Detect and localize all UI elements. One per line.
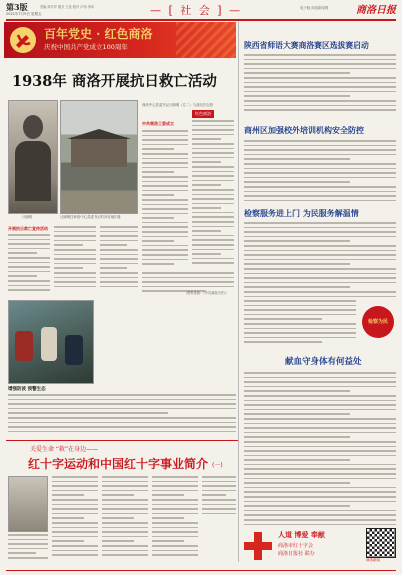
redcross-block: [244, 528, 362, 568]
main-body-col-d: [54, 226, 96, 292]
feature-kicker: 关爱生命 “救”在身边——: [30, 446, 99, 453]
qr-code-icon: [366, 528, 396, 558]
subhead-2: 开展抗日救亡宣传活动: [8, 226, 48, 231]
footer-rule: [6, 570, 396, 571]
main-body-col-b: [192, 120, 234, 270]
brand-small: 电子版 商洛新闻网: [300, 6, 329, 10]
feature-body-col-b: [52, 476, 98, 564]
stamp-text: 检察为民: [367, 319, 388, 325]
banner-decoration: [176, 22, 236, 58]
banner-subtitle: 庆祝中国共产党成立100周年: [44, 43, 128, 51]
issue-date: 2021年7月9日 星期五: [6, 12, 42, 16]
subhead-1: 中共商洛工委成立: [142, 121, 174, 126]
right-body-2: [244, 140, 396, 204]
bottom-photo: [8, 300, 94, 384]
party-emblem-icon: [10, 27, 36, 53]
feature-body-col-c: [102, 476, 148, 564]
right-body-4: [244, 372, 396, 530]
main-headline: 1938年 商洛开展抗日救亡活动: [12, 73, 217, 90]
editor-credits: 责编 周毕华 版式 王佳 校对 卢伟 李玮: [40, 5, 94, 9]
page-number: 第3版: [6, 2, 28, 12]
portrait-photo: [8, 100, 58, 214]
feature-headline: 红十字运动和中国红十字事业简介: [28, 457, 209, 471]
party-banner: [4, 22, 236, 58]
right-headline-4: 献血守身体有何益处: [285, 357, 362, 367]
feature-top-rule: [6, 440, 238, 441]
bottom-photo-caption: 增强防波 预警生态: [8, 387, 46, 392]
red-cross-icon: [244, 532, 272, 560]
redcross-photo: [8, 476, 48, 532]
main-body-col-c: [8, 234, 50, 292]
header-rule: [6, 19, 396, 21]
bottom-left-body: [8, 394, 236, 438]
column-divider: [238, 22, 239, 562]
section-title: 社 会: [180, 4, 212, 17]
right-body-3b: [244, 300, 356, 348]
redcross-slogan: 人道 博爱 奉献: [278, 531, 325, 539]
redcross-partner: 商洛日报社 联办: [278, 551, 315, 557]
portrait-caption: 丘晓明: [22, 215, 33, 219]
banner-title: 百年党史 · 红色商洛: [44, 27, 153, 41]
right-body-3: [244, 222, 396, 300]
side-tag: 红色商洛: [192, 110, 214, 118]
feature-part: (一): [212, 462, 223, 469]
right-headline-3: 检察服务进上门 为民服务解温情: [244, 208, 359, 218]
redcross-org: 商洛市红十字会: [278, 543, 314, 549]
feature-body-col-d: [152, 476, 198, 564]
qr-label: 商洛新闻: [366, 558, 380, 562]
main-body-col-a: [142, 130, 188, 270]
section-label: — [ 社 会 ] —: [150, 4, 243, 17]
right-caption: 商洛中心县委书记丘晓明（左二）与战友们合影: [142, 103, 214, 107]
main-body-col-e: [100, 226, 138, 292]
feature-body-col-a: [8, 534, 48, 564]
right-body-1: [244, 54, 396, 114]
brand-logo: 商洛日报: [356, 5, 396, 16]
old-site-photo: [60, 100, 138, 214]
right-headline-1: 陕西省师语大赛商洛赛区选拔赛启动: [244, 41, 369, 50]
right-headline-2: 商州区加强校外培训机构安全防控: [244, 125, 364, 135]
site-caption: 丘晓明任商洛中心县委书记时所在地旧址: [60, 215, 122, 219]
feature-body-col-e: [202, 476, 236, 520]
procuratorate-stamp: [362, 306, 394, 338]
source-note: （资料来源：《中共商洛历史》）: [184, 291, 229, 295]
